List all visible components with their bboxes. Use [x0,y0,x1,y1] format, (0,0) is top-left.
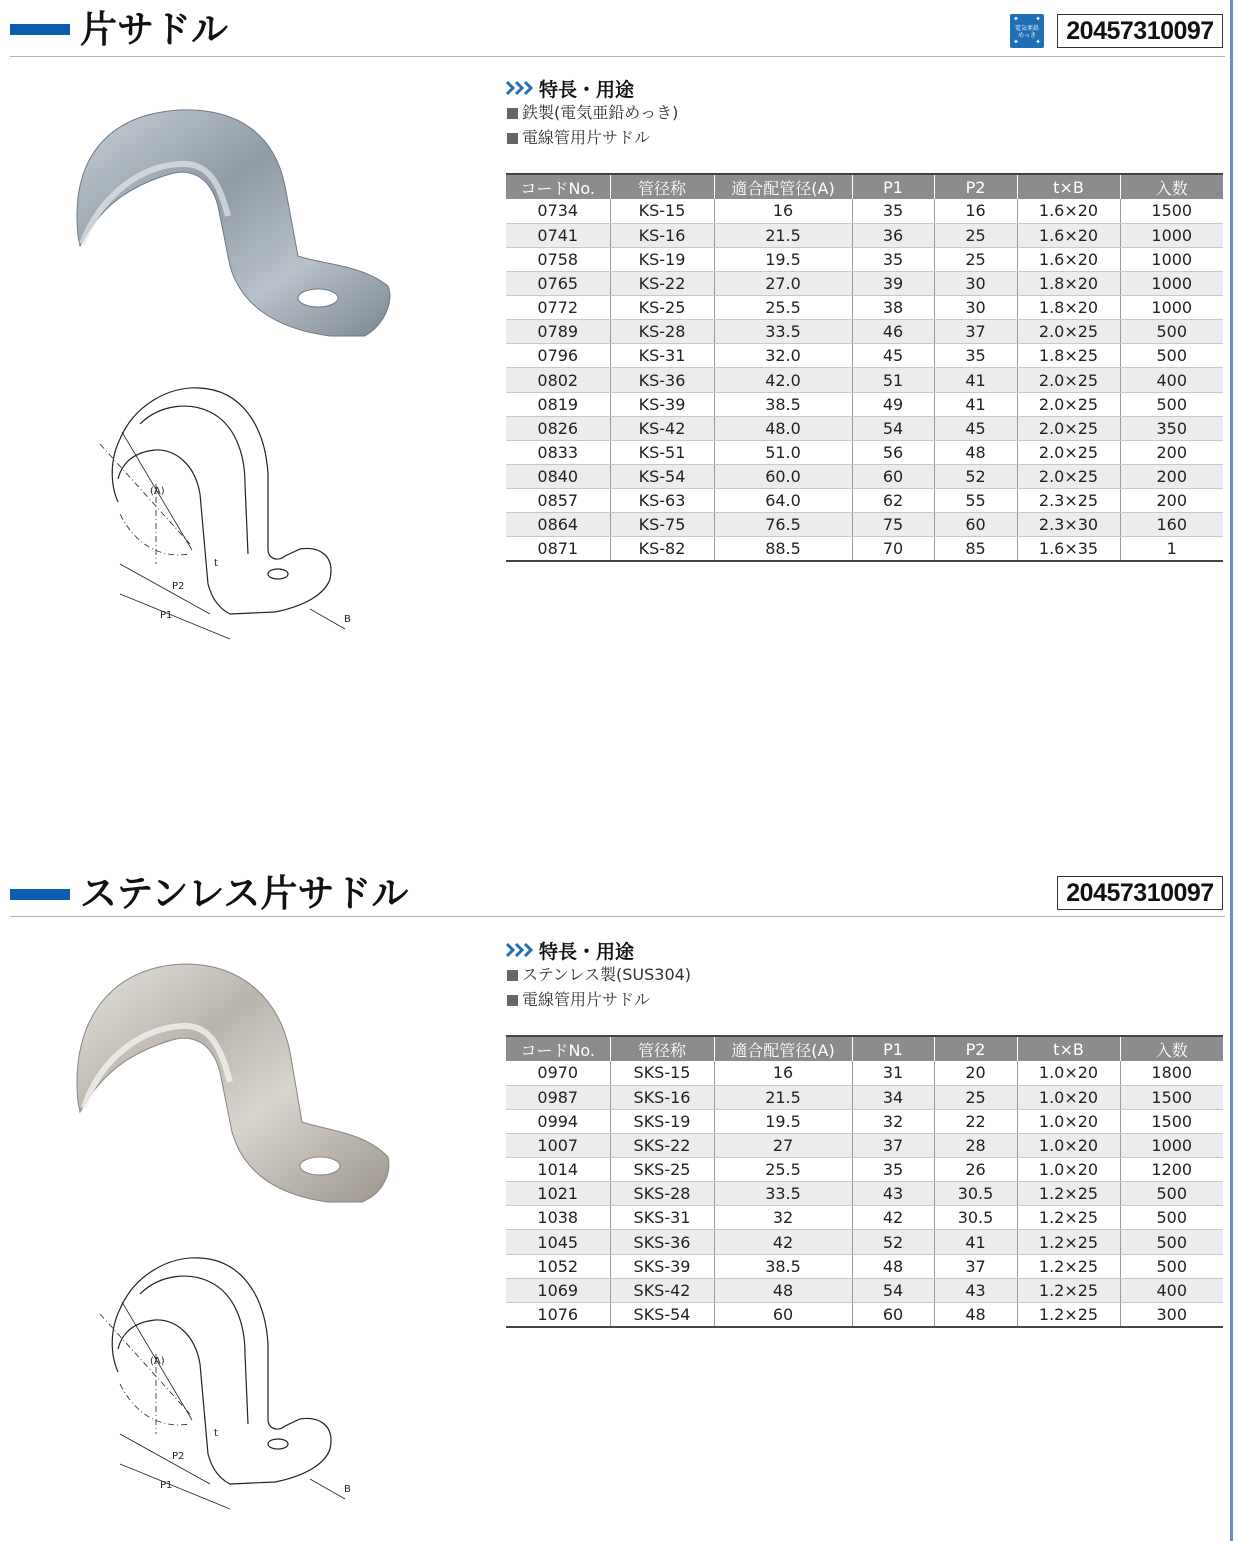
table-cell: 32 [714,1206,852,1230]
table-cell: 48 [934,1302,1017,1326]
table-cell: 0819 [506,392,610,416]
table-cell: 33.5 [714,320,852,344]
table-cell: 19.5 [714,1109,852,1133]
table-row [506,440,1223,464]
column-header: P2 [934,174,1017,199]
table-cell: 2.3×30 [1017,513,1120,537]
table-cell: 38 [852,296,934,320]
table-cell: 500 [1120,1230,1223,1254]
table-cell: 0833 [506,440,610,464]
table-cell: 0796 [506,344,610,368]
column-header: コードNo. [506,1036,610,1061]
table-cell: 500 [1120,1254,1223,1278]
table-cell: 70 [852,537,934,561]
table-cell: 64.0 [714,489,852,513]
table-cell: SKS-22 [610,1133,714,1157]
table-cell: 30.5 [934,1206,1017,1230]
table-cell: SKS-39 [610,1254,714,1278]
drawing-label-a: (A) [150,486,165,497]
table-cell: KS-31 [610,344,714,368]
table-cell: 28 [934,1133,1017,1157]
zinc-saddle-photo [70,96,400,346]
table-cell: 1.0×20 [1017,1061,1120,1085]
table-cell: 0840 [506,465,610,489]
title-accent-bar [10,24,70,35]
table-cell: 2.3×25 [1017,489,1120,513]
table-cell: KS-54 [610,465,714,489]
table-cell: KS-82 [610,537,714,561]
table-cell: SKS-36 [610,1230,714,1254]
table-cell: 75 [852,513,934,537]
table-cell: 1.6×35 [1017,537,1120,561]
drawing-label-t: t [214,1428,218,1439]
section-title: ステンレス片サドル [80,872,409,915]
table-cell: 22 [934,1109,1017,1133]
table-cell: 35 [852,199,934,223]
features-block [505,76,678,150]
column-header: P1 [852,1036,934,1061]
table-cell: 1000 [1120,247,1223,271]
table-cell: 42 [852,1206,934,1230]
table-cell: 1000 [1120,296,1223,320]
table-row [506,247,1223,271]
table-cell: 2.0×25 [1017,392,1120,416]
drawing-label-p1: P1 [160,1480,173,1491]
feature-item: 電線管用片サドル [505,988,691,1012]
table-cell: 1.2×25 [1017,1254,1120,1278]
table-cell: 48 [714,1278,852,1302]
product-code: 20457310097 [1057,876,1223,910]
table-row [506,296,1223,320]
table-row [506,392,1223,416]
table-cell: 1021 [506,1182,610,1206]
table-cell: 1.8×20 [1017,271,1120,295]
feature-item: ステンレス製(SUS304) [505,963,691,987]
table-cell: 2.0×25 [1017,320,1120,344]
column-header: 入数 [1120,174,1223,199]
table-cell: 0970 [506,1061,610,1085]
table-cell: 41 [934,1230,1017,1254]
table-row [506,1182,1223,1206]
table-cell: 0857 [506,489,610,513]
table-cell: 0772 [506,296,610,320]
table-cell: 52 [934,465,1017,489]
table-cell: SKS-15 [610,1061,714,1085]
chevron-triple-icon [505,80,535,96]
table-cell: 42.0 [714,368,852,392]
table-cell: 1007 [506,1133,610,1157]
table-cell: 1000 [1120,1133,1223,1157]
column-header: 管径称 [610,174,714,199]
table-cell: 60 [934,513,1017,537]
table-cell: 19.5 [714,247,852,271]
table-cell: 1500 [1120,1085,1223,1109]
table-row [506,1133,1223,1157]
drawing-label-b: B [344,1484,351,1495]
table-cell: 0871 [506,537,610,561]
table-cell: 35 [852,247,934,271]
table-cell: 25.5 [714,296,852,320]
spec-table [506,1035,1223,1328]
table-cell: KS-15 [610,199,714,223]
table-header-row [506,1036,1223,1061]
table-cell: 37 [852,1133,934,1157]
table-cell: 400 [1120,1278,1223,1302]
table-cell: 54 [852,1278,934,1302]
table-cell: 500 [1120,320,1223,344]
table-row [506,513,1223,537]
table-cell: 1.2×25 [1017,1278,1120,1302]
table-cell: 1000 [1120,223,1223,247]
table-cell: 0741 [506,223,610,247]
table-cell: 25 [934,247,1017,271]
table-cell: KS-16 [610,223,714,247]
table-cell: 54 [852,416,934,440]
table-cell: 51.0 [714,440,852,464]
table-cell: SKS-54 [610,1302,714,1326]
table-cell: 39 [852,271,934,295]
table-cell: 32.0 [714,344,852,368]
table-cell: 25.5 [714,1158,852,1182]
bullet-square-icon [507,995,518,1006]
table-cell: 1 [1120,537,1223,561]
table-cell: 76.5 [714,513,852,537]
table-cell: 49 [852,392,934,416]
title-divider [10,916,1225,917]
table-cell: 500 [1120,344,1223,368]
table-cell: 88.5 [714,537,852,561]
table-cell: KS-75 [610,513,714,537]
table-cell: 1500 [1120,199,1223,223]
drawing-label-b: B [344,614,351,625]
table-cell: 35 [852,1158,934,1182]
table-cell: 21.5 [714,223,852,247]
badge-line2: めっき [1018,32,1036,39]
table-cell: 33.5 [714,1182,852,1206]
table-cell: 30.5 [934,1182,1017,1206]
table-cell: 1500 [1120,1109,1223,1133]
drawing-label-p2: P2 [172,1451,185,1462]
table-row [506,1302,1223,1326]
table-cell: SKS-28 [610,1182,714,1206]
table-cell: 31 [852,1061,934,1085]
table-cell: KS-28 [610,320,714,344]
table-cell: 1.0×20 [1017,1158,1120,1182]
table-cell: 0789 [506,320,610,344]
table-cell: 38.5 [714,1254,852,1278]
table-cell: 26 [934,1158,1017,1182]
table-cell: 43 [852,1182,934,1206]
table-cell: KS-19 [610,247,714,271]
table-cell: 500 [1120,1206,1223,1230]
title-accent-bar [10,889,70,900]
table-cell: 85 [934,537,1017,561]
table-cell: 25 [934,1085,1017,1109]
table-row [506,1158,1223,1182]
column-header: 管径称 [610,1036,714,1061]
table-cell: 1.6×20 [1017,223,1120,247]
table-cell: 200 [1120,440,1223,464]
table-row [506,271,1223,295]
table-cell: KS-63 [610,489,714,513]
table-cell: 160 [1120,513,1223,537]
drawing-label-a: (A) [150,1356,165,1367]
table-cell: 200 [1120,465,1223,489]
table-cell: 21.5 [714,1085,852,1109]
table-row [506,1085,1223,1109]
table-cell: 45 [852,344,934,368]
table-cell: 1.6×20 [1017,199,1120,223]
table-cell: KS-39 [610,392,714,416]
table-cell: 25 [934,223,1017,247]
table-cell: 30 [934,296,1017,320]
table-cell: 1.0×20 [1017,1133,1120,1157]
feature-item: 電線管用片サドル [505,126,678,150]
stainless-saddle-dimension-drawing [80,1254,400,1514]
bullet-square-icon [507,108,518,119]
table-cell: 60 [852,465,934,489]
spec-table [506,173,1223,562]
table-cell: KS-51 [610,440,714,464]
table-row [506,1230,1223,1254]
table-cell: 55 [934,489,1017,513]
table-cell: 16 [714,1061,852,1085]
table-row [506,1061,1223,1085]
table-row [506,1109,1223,1133]
table-row [506,1278,1223,1302]
table-cell: KS-42 [610,416,714,440]
section-title: 片サドル [80,8,228,51]
table-cell: 38.5 [714,392,852,416]
table-cell: 60 [852,1302,934,1326]
table-cell: 43 [934,1278,1017,1302]
table-cell: 62 [852,489,934,513]
table-cell: SKS-31 [610,1206,714,1230]
table-cell: 200 [1120,489,1223,513]
table-cell: KS-25 [610,296,714,320]
product-code: 20457310097 [1057,14,1223,48]
drawing-label-p2: P2 [172,581,185,592]
column-header: 適合配管径(A) [714,1036,852,1061]
table-cell: 32 [852,1109,934,1133]
table-cell: 1.2×25 [1017,1182,1120,1206]
table-cell: 34 [852,1085,934,1109]
table-cell: 1.2×25 [1017,1230,1120,1254]
table-cell: 48 [934,440,1017,464]
column-header: t×B [1017,1036,1120,1061]
table-cell: 300 [1120,1302,1223,1326]
table-cell: 0826 [506,416,610,440]
table-cell: 1200 [1120,1158,1223,1182]
table-cell: SKS-19 [610,1109,714,1133]
stainless-saddle-photo [70,962,400,1212]
table-cell: 16 [934,199,1017,223]
table-cell: 2.0×25 [1017,465,1120,489]
table-cell: 1069 [506,1278,610,1302]
table-cell: KS-36 [610,368,714,392]
table-cell: 48.0 [714,416,852,440]
table-cell: 0987 [506,1085,610,1109]
table-row [506,223,1223,247]
table-cell: 37 [934,1254,1017,1278]
table-cell: KS-22 [610,271,714,295]
table-row [506,416,1223,440]
table-cell: SKS-42 [610,1278,714,1302]
table-row [506,368,1223,392]
table-cell: 36 [852,223,934,247]
table-cell: 0765 [506,271,610,295]
table-cell: 41 [934,368,1017,392]
chevron-triple-icon [505,942,535,958]
table-cell: 37 [934,320,1017,344]
table-cell: 30 [934,271,1017,295]
features-title: 特長・用途 [539,940,635,963]
table-cell: 1.2×25 [1017,1302,1120,1326]
table-cell: 1014 [506,1158,610,1182]
table-cell: 400 [1120,368,1223,392]
table-cell: 56 [852,440,934,464]
table-cell: 1.8×20 [1017,296,1120,320]
features-block [505,938,691,1012]
table-row [506,489,1223,513]
table-cell: 1.8×25 [1017,344,1120,368]
table-cell: SKS-16 [610,1085,714,1109]
table-cell: 60.0 [714,465,852,489]
table-cell: 1.6×20 [1017,247,1120,271]
table-header-row [506,174,1223,199]
table-row [506,1206,1223,1230]
table-cell: 51 [852,368,934,392]
table-cell: 1076 [506,1302,610,1326]
table-row [506,199,1223,223]
drawing-label-p1: P1 [160,610,173,621]
table-cell: 0734 [506,199,610,223]
table-cell: 35 [934,344,1017,368]
table-cell: 1045 [506,1230,610,1254]
table-cell: 0758 [506,247,610,271]
table-row [506,344,1223,368]
table-cell: 500 [1120,1182,1223,1206]
table-cell: 1800 [1120,1061,1223,1085]
table-cell: 1.0×20 [1017,1109,1120,1133]
title-divider [10,56,1225,57]
table-cell: 48 [852,1254,934,1278]
table-cell: 16 [714,199,852,223]
column-header: P2 [934,1036,1017,1061]
table-cell: 46 [852,320,934,344]
table-cell: 0802 [506,368,610,392]
table-cell: 500 [1120,392,1223,416]
column-header: t×B [1017,174,1120,199]
zinc-plating-badge-icon: ✦ ✦ ✦ ✦ 電気亜鉛 めっき [1010,14,1044,48]
drawing-label-t: t [214,558,218,569]
table-row [506,1254,1223,1278]
table-cell: 1052 [506,1254,610,1278]
table-row [506,537,1223,561]
column-header: P1 [852,174,934,199]
table-cell: 41 [934,392,1017,416]
table-cell: 27 [714,1133,852,1157]
table-cell: 1038 [506,1206,610,1230]
table-cell: 52 [852,1230,934,1254]
badge-line1: 電気亜鉛 [1014,25,1039,32]
table-cell: 1.0×20 [1017,1085,1120,1109]
table-cell: 2.0×25 [1017,440,1120,464]
features-title: 特長・用途 [539,78,635,101]
table-cell: 1000 [1120,271,1223,295]
table-cell: 20 [934,1061,1017,1085]
column-header: 入数 [1120,1036,1223,1061]
table-cell: 1.2×25 [1017,1206,1120,1230]
table-cell: 27.0 [714,271,852,295]
page-right-border [1230,0,1233,1541]
zinc-saddle-dimension-drawing [80,384,400,644]
column-header: 適合配管径(A) [714,174,852,199]
feature-item: 鉄製(電気亜鉛めっき) [505,101,678,125]
table-row [506,465,1223,489]
table-cell: 2.0×25 [1017,416,1120,440]
table-cell: 0864 [506,513,610,537]
table-cell: 350 [1120,416,1223,440]
column-header: コードNo. [506,174,610,199]
table-row [506,320,1223,344]
bullet-square-icon [507,133,518,144]
table-cell: 2.0×25 [1017,368,1120,392]
product-section-stainless [0,862,1230,1541]
table-cell: 45 [934,416,1017,440]
table-cell: 42 [714,1230,852,1254]
table-cell: SKS-25 [610,1158,714,1182]
table-cell: 60 [714,1302,852,1326]
bullet-square-icon [507,970,518,981]
table-cell: 0994 [506,1109,610,1133]
